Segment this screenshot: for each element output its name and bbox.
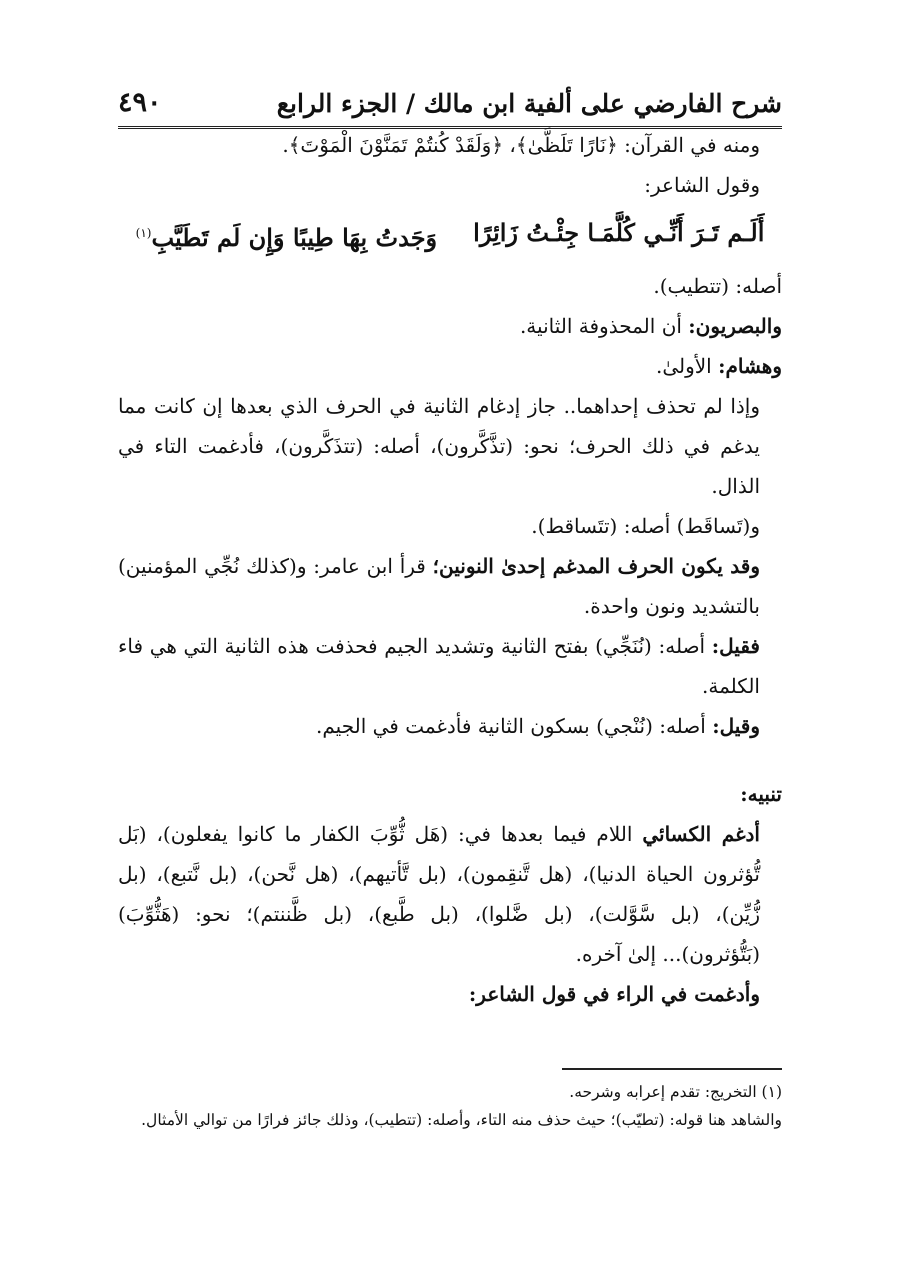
main-text: [118, 125, 782, 1014]
paragraph-quran-examples: ومنه في القرآن: ﴿نَارًا تَلَظَّىٰ﴾، ﴿وَلَقَدْ كُنتُمْ تَمَنَّوْنَ الْمَوْتَ﴾.: [282, 133, 760, 157]
paragraph-poet-intro: وقول الشاعر:: [644, 173, 760, 197]
term-faqila: فقيل:: [711, 634, 760, 658]
footnote-1: (١) التخريج: تقدم إعرابه وشرحه.: [569, 1083, 782, 1101]
hisham-text: الأولىٰ.: [655, 354, 719, 378]
paragraph-kisai: [118, 814, 782, 974]
footnotes: [118, 1078, 782, 1134]
qila-2-text: أصله: (نُنْجي) بسكون الثانية فأدغمت في الجيم.: [316, 714, 713, 738]
verse-second-hemistich: [136, 209, 438, 262]
paragraph-tasaqat: و(تَساقَط) أصله: (تتَساقط).: [531, 514, 760, 538]
paragraph-idgham: وإذا لم تحذف إحداهما.. جاز إدغام الثانية في الحرف الذي بعدها إن كانت مما يدغم في ذلك الحرف؛ نحو: (تذَّكَّرون)، أصله: (تتذَكَّرون)، فأدغمت التاء في الذال.: [118, 394, 761, 498]
nunayn-text: قرأ ابن عامر: و(كذلك نُجِّي المؤمنين) بالتشديد ونون واحدة.: [118, 554, 760, 618]
footnote-divider: [562, 1068, 782, 1070]
poetry-verse: [118, 209, 782, 262]
notice-heading: تنبيه:: [740, 782, 782, 806]
verse-first-hemistich: أَلَـم تَـرَ أَنِّـي كُلَّمَـا جِئْـتُ زَائِرًا: [473, 218, 765, 247]
basrians-text: أن المحذوفة الثانية.: [519, 314, 689, 338]
term-hisham: وهشام:: [718, 354, 782, 378]
running-title: شرح الفارضي على ألفية ابن مالك / الجزء الرابع: [276, 89, 782, 118]
paragraph-origin: أصله: (تتطيب).: [653, 274, 782, 298]
paragraph-hisham: [118, 346, 782, 386]
term-basrians: والبصريون:: [688, 314, 782, 338]
term-waqila: وقيل:: [712, 714, 760, 738]
paragraph-nunayn: [118, 546, 782, 626]
page-number: ٤٩٠: [118, 87, 162, 118]
page-header: [118, 68, 782, 129]
term-nunayn: وقد يكون الحرف المدغم إحدىٰ النونين؛: [432, 554, 761, 578]
kisai-text: اللام فيما بعدها في: (هَل ثُّوِّبَ الكفار ما كانوا يفعلون)، (بَل تُّؤثرون الحياة الدنيا)، (هل تَّنقِمون)، (بل تَّأتيهم)، (هل نَّحن)، (بل نَّتبع)، (بل زُّيِّن)، (بل سَّوَّلت)، (بل ضَّلوا)، (بل طَّبع)، (بل ظَّننتم)؛ نحو: (هَثُّوِّبَ) (بَتُّؤثرون)... إلىٰ آخره.: [118, 822, 760, 966]
paragraph-basrians: [118, 306, 782, 346]
paragraph-ra: وأدغمت في الراء في قول الشاعر:: [468, 982, 760, 1006]
verse-second-text: وَجَدتُ بِهَا طِيبًا وَإِن لَم تَطَيَّبِ: [151, 223, 438, 252]
section-gap: [118, 746, 782, 774]
paragraph-qila-1: [118, 626, 782, 706]
term-kisai: أدغم الكسائي: [642, 822, 760, 846]
paragraph-qila-2: [118, 706, 782, 746]
qila-1-text: أصله: (نُنَجِّي) بفتح الثانية وتشديد الجيم فحذفت هذه الثانية التي هي فاء الكلمة.: [118, 634, 760, 698]
footnote-1-continued: والشاهد هنا قوله: (تطيّب)؛ حيث حذف منه التاء، وأصله: (تتطيب)، وذلك جائز فرارًا من توالي الأمثال.: [141, 1111, 782, 1129]
footnote-marker: (١): [135, 226, 152, 240]
